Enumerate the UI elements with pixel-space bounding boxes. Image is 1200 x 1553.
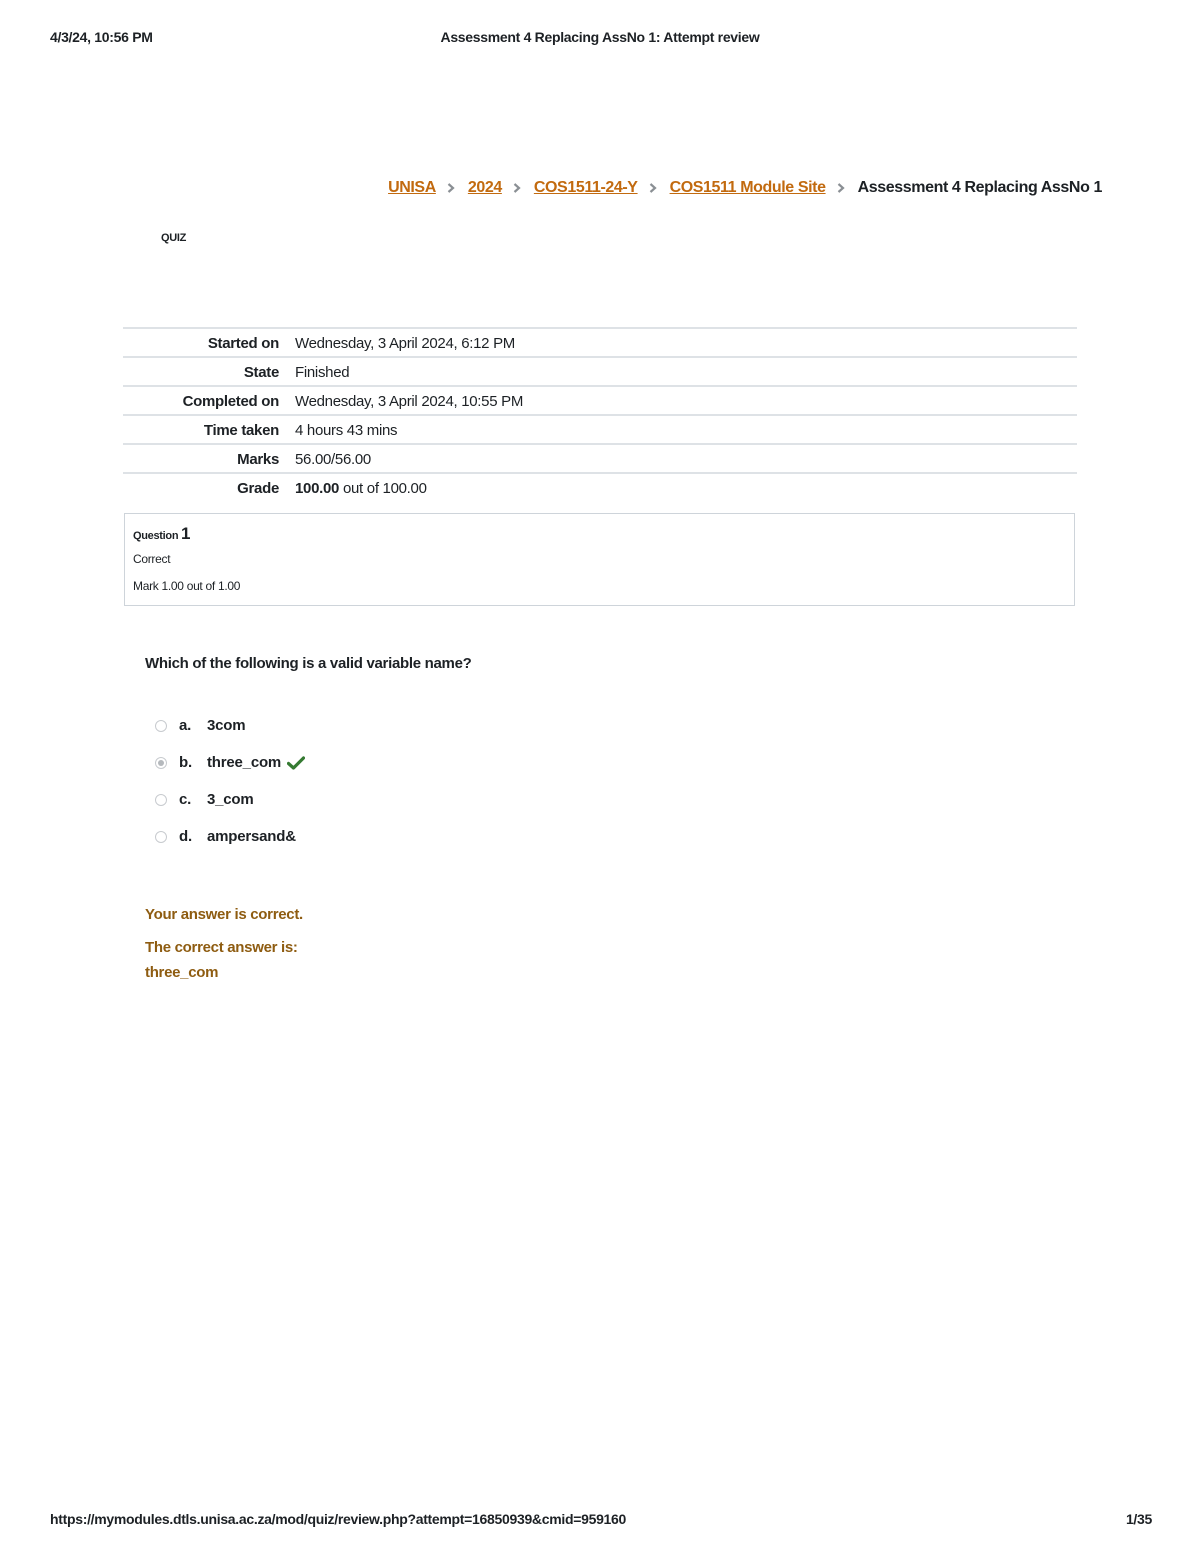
- question-info-box: [124, 513, 1075, 606]
- summary-value: 56.00/56.00: [295, 450, 371, 468]
- answer-option-a[interactable]: [155, 707, 305, 744]
- summary-row: [123, 473, 1077, 501]
- grade-out-of: out of 100.00: [339, 479, 427, 497]
- summary-label: Completed on: [182, 392, 279, 410]
- answer-option-d[interactable]: [155, 818, 305, 855]
- answer-list: [155, 707, 305, 855]
- radio-button[interactable]: [155, 720, 167, 732]
- chevron-right-icon: [648, 183, 658, 193]
- answer-option-b[interactable]: [155, 744, 305, 781]
- summary-label: State: [243, 363, 279, 381]
- summary-row: [123, 357, 1077, 386]
- print-page-number: 1/35: [1125, 1511, 1152, 1527]
- summary-value: 4 hours 43 mins: [295, 421, 398, 439]
- print-date: 4/3/24, 10:56 PM: [50, 29, 153, 45]
- breadcrumb-link-unisa[interactable]: UNISA: [388, 179, 436, 196]
- summary-value: Wednesday, 3 April 2024, 10:55 PM: [295, 392, 524, 410]
- summary-label: Marks: [237, 450, 279, 468]
- summary-row: [123, 328, 1077, 357]
- summary-label: Time taken: [203, 421, 279, 439]
- print-title: Assessment 4 Replacing AssNo 1: Attempt review: [440, 29, 760, 45]
- radio-button[interactable]: [155, 831, 167, 843]
- question-label: Question: [133, 530, 179, 542]
- answer-option-c[interactable]: [155, 781, 305, 818]
- summary-value: [295, 473, 1077, 501]
- right-answer-label: The correct answer is:: [145, 939, 298, 956]
- activity-type-label: QUIZ: [161, 232, 187, 244]
- question-state: Correct: [133, 552, 171, 566]
- question-number: [133, 524, 1066, 544]
- breadcrumb-current: Assessment 4 Replacing AssNo 1: [857, 179, 1102, 196]
- breadcrumb: [388, 179, 1102, 197]
- question-text: Which of the following is a valid variable name?: [145, 655, 472, 672]
- breadcrumb-link-module-site[interactable]: COS1511 Module Site: [669, 179, 826, 196]
- chevron-right-icon: [446, 183, 456, 193]
- answer-text: ampersand&: [207, 828, 296, 845]
- grade-score: 100.00: [295, 479, 340, 497]
- attempt-summary-table: [123, 327, 1077, 501]
- chevron-right-icon: [512, 183, 522, 193]
- summary-value: Finished: [295, 363, 350, 381]
- summary-label: Grade: [237, 479, 279, 497]
- breadcrumb-link-course[interactable]: COS1511-24-Y: [533, 179, 638, 196]
- radio-button-selected[interactable]: [155, 757, 167, 769]
- answer-letter: d.: [179, 828, 192, 845]
- answer-letter: c.: [179, 791, 192, 808]
- answer-letter: b.: [179, 754, 192, 771]
- answer-letter: a.: [179, 717, 192, 734]
- question-number-value: 1: [181, 524, 191, 543]
- summary-label: Started on: [207, 334, 279, 352]
- print-url: https://mymodules.dtls.unisa.ac.za/mod/quiz/review.php?attempt=16850939&cmid=959160: [50, 1511, 627, 1527]
- answer-text: 3com: [207, 717, 246, 734]
- radio-button[interactable]: [155, 794, 167, 806]
- checkmark-icon: [287, 756, 305, 770]
- chevron-right-icon: [836, 183, 846, 193]
- summary-row: [123, 444, 1077, 473]
- summary-row: [123, 415, 1077, 444]
- question-mark: Mark 1.00 out of 1.00: [133, 579, 241, 593]
- breadcrumb-link-year[interactable]: 2024: [467, 179, 502, 196]
- right-answer-value: three_com: [145, 964, 219, 981]
- summary-row: [123, 386, 1077, 415]
- answer-text: 3_com: [207, 791, 254, 808]
- answer-text: three_com: [207, 754, 282, 771]
- summary-value: Wednesday, 3 April 2024, 6:12 PM: [295, 334, 515, 352]
- feedback-message: Your answer is correct.: [145, 906, 303, 923]
